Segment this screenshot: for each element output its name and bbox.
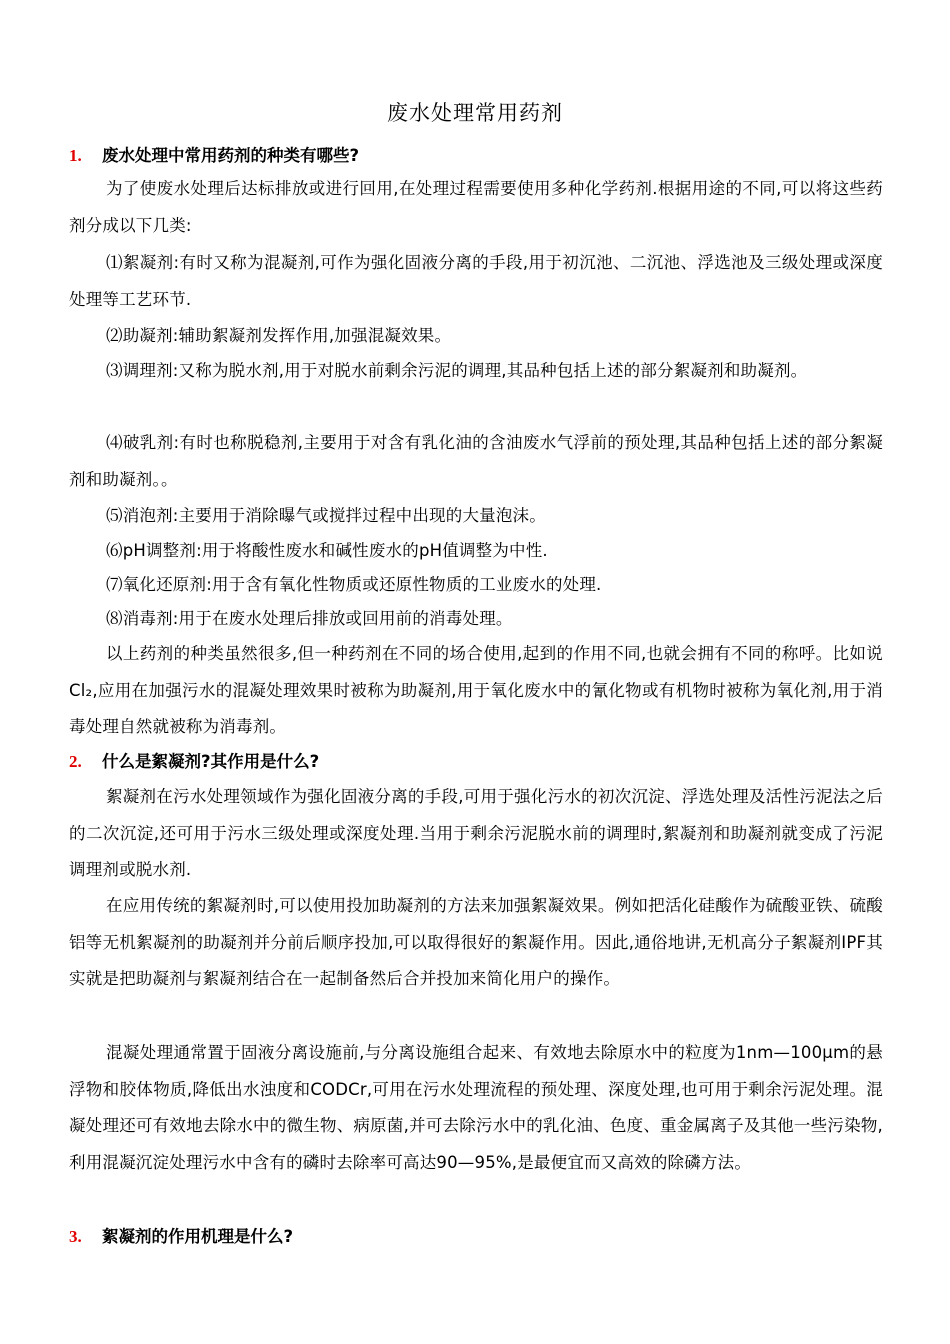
section-heading-3: [69, 1225, 293, 1249]
section-heading-2: [69, 750, 319, 774]
section-heading-text: 废水处理中常用药剂的种类有哪些?: [102, 146, 360, 165]
paragraph: 在应用传统的絮凝剂时,可以使用投加助凝剂的方法来加强絮凝效果。例如把活化硅酸作为硫酸亚铁、硫酸铝等无机絮凝剂的助凝剂并分前后顺序投加,可以取得很好的絮凝作用。因此,通俗地讲,无机高分子絮凝剂IPF其实就是把助凝剂与絮凝剂结合在一起制备然后合并投加来简化用户的操作。: [69, 896, 883, 988]
section-number: 1.: [69, 146, 82, 165]
section-heading-text: 什么是絮凝剂?其作用是什么?: [102, 752, 320, 771]
document-title: 废水处理常用药剂: [387, 101, 563, 125]
list-item: ⑷破乳剂:有时也称脱稳剂,主要用于对含有乳化油的含油废水气浮前的预处理,其品种包括上述的部分絮凝剂和助凝剂。。: [69, 433, 883, 489]
paragraph: 混凝处理通常置于固液分离设施前,与分离设施组合起来、有效地去除原水中的粒度为1nm—100μm的悬浮物和胶体物质,降低出水浊度和CODCr,可用在污水处理流程的预处理、深度处理,也可用于剩余污泥处理。混凝处理还可有效地去除水中的微生物、病原菌,并可去除污水中的乳化油、色度、重金属离子及其他一些污染物,利用混凝沉淀处理污水中含有的磷时去除率可高达90—95%,是最便宜而又高效的除磷方法。: [69, 1043, 883, 1172]
paragraph: 为了使废水处理后达标排放或进行回用,在处理过程需要使用多种化学药剂.根据用途的不同,可以将这些药剂分成以下几类:: [69, 179, 883, 235]
section-number: 2.: [69, 752, 82, 771]
list-item: ⑻消毒剂:用于在废水处理后排放或回用前的消毒处理。: [106, 609, 513, 628]
paragraph: 絮凝剂在污水处理领域作为强化固液分离的手段,可用于强化污水的初次沉淀、浮选处理及活性污泥法之后的二次沉淀,还可用于污水三级处理或深度处理.当用于剩余污泥脱水前的调理时,絮凝剂和助凝剂就变成了污泥调理剂或脱水剂.: [69, 787, 883, 879]
list-item: ⑶调理剂:又称为脱水剂,用于对脱水前剩余污泥的调理,其品种包括上述的部分絮凝剂和助凝剂。: [106, 361, 808, 380]
list-item: ⑸消泡剂:主要用于消除曝气或搅拌过程中出现的大量泡沫。: [106, 506, 546, 525]
section-heading-1: [69, 144, 359, 168]
list-item: ⑹pH调整剂:用于将酸性废水和碱性废水的pH值调整为中性.: [106, 541, 548, 560]
list-item: ⑺氧化还原剂:用于含有氧化性物质或还原性物质的工业废水的处理.: [106, 575, 602, 594]
section-heading-text: 絮凝剂的作用机理是什么?: [102, 1227, 294, 1246]
section-number: 3.: [69, 1227, 82, 1246]
list-item: ⑵助凝剂:辅助絮凝剂发挥作用,加强混凝效果。: [106, 326, 452, 345]
paragraph: 以上药剂的种类虽然很多,但一种药剂在不同的场合使用,起到的作用不同,也就会拥有不同的称呼。比如说Cl₂,应用在加强污水的混凝处理效果时被称为助凝剂,用于氧化废水中的氰化物或有机物时被称为氧化剂,用于消毒处理自然就被称为消毒剂。: [69, 644, 883, 736]
list-item: ⑴絮凝剂:有时又称为混凝剂,可作为强化固液分离的手段,用于初沉池、二沉池、浮选池及三级处理或深度处理等工艺环节.: [69, 253, 883, 309]
